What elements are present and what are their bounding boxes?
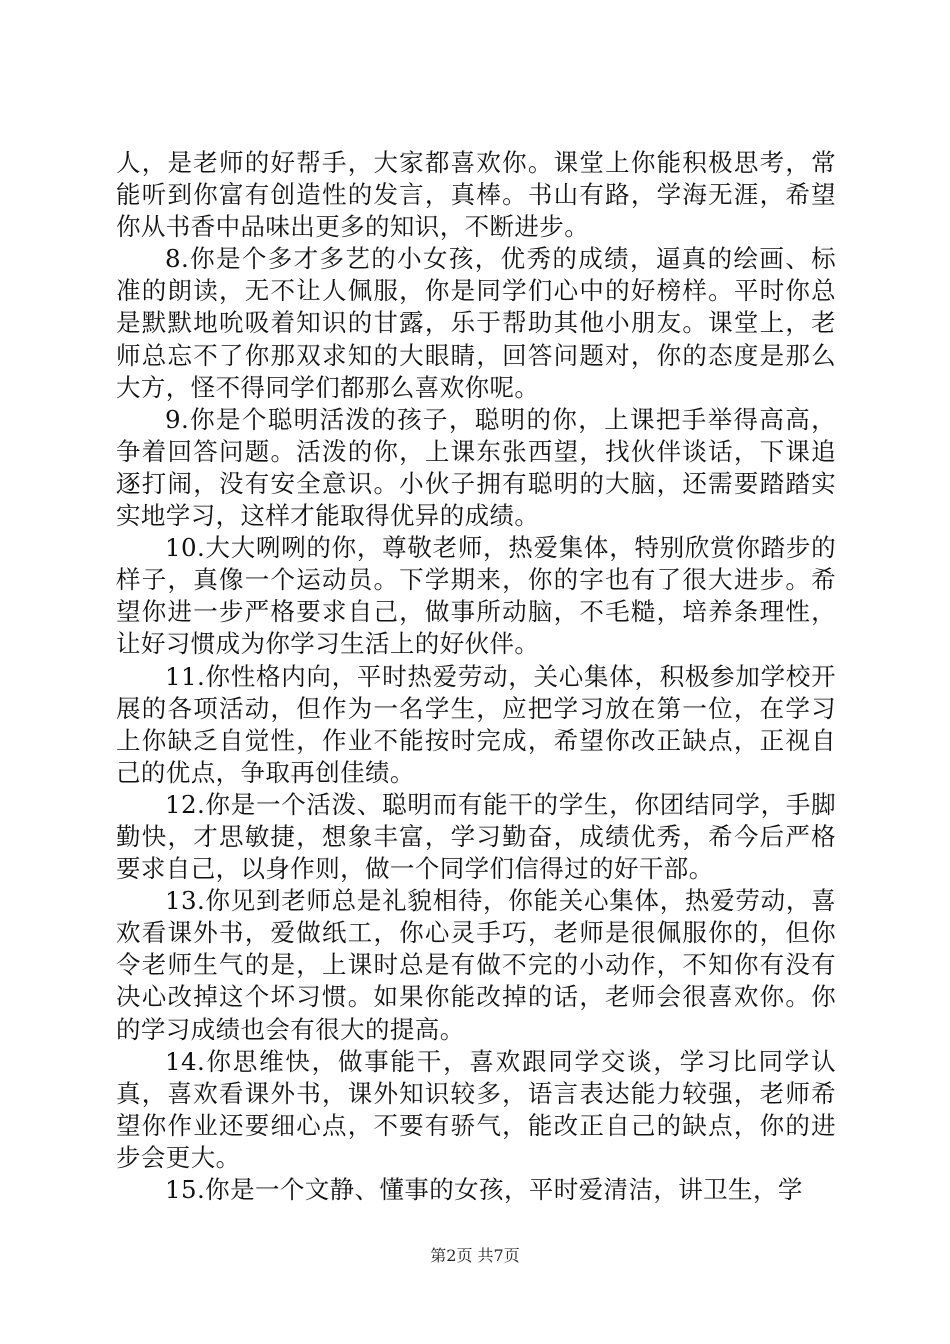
- page-number-footer: 第2页 共7页: [430, 1246, 520, 1265]
- body-text: [116, 147, 836, 1206]
- paragraph-item-9: 9.你是个聪明活泼的孩子，聪明的你，上课把手举得高高，争着回答问题。活泼的你，上课东张西望，找伙伴谈话，下课追逐打闹，没有安全意识。小伙子拥有聪明的大脑，还需要踏踏实实地学习，这样才能取得优异的成绩。: [116, 404, 836, 531]
- paragraph-item-15: 15.你是一个文静、懂事的女孩，平时爱清洁，讲卫生，学: [165, 1175, 803, 1204]
- paragraph-continuation: 人，是老师的好帮手，大家都喜欢你。课堂上你能积极思考，常能听到你富有创造性的发言，真棒。书山有路，学海无涯，希望你从书香中品味出更多的知识，不断进步。: [116, 148, 836, 242]
- paragraph-item-12: 12.你是一个活泼、聪明而有能干的学生，你团结同学，手脚勤快，才思敏捷，想象丰富，学习勤奋，成绩优秀，希今后严格要求自己，以身作则，做一个同学们信得过的好干部。: [116, 789, 836, 884]
- paragraph-item-10: 10.大大咧咧的你，尊敬老师，热爱集体，特别欣赏你踏步的样子，真像一个运动员。下学期来，你的字也有了很大进步。希望你进一步严格要求自己，做事所动脑，不毛糙，培养条理性，让好习惯成为你学习生活上的好伙伴。: [116, 533, 836, 659]
- paragraph-item-13: 13.你见到老师总是礼貌相待，你能关心集体，热爱劳动，喜欢看课外书，爱做纸工，你心灵手巧，老师是很佩服你的，但你令老师生气的是，上课时总是有做不完的小动作，不知你有没有决心改掉这个坏习惯。如果你能改掉的话，老师会很喜欢你。你的学习成绩也会有很大的提高。: [116, 886, 836, 1044]
- paragraph-item-14: 14.你思维快，做事能干，喜欢跟同学交谈，学习比同学认真，喜欢看课外书，课外知识较多，语言表达能力较强，老师希望你作业还要细心点，不要有骄气，能改正自己的缺点，你的进步会更大。: [116, 1046, 836, 1172]
- paragraph-item-8: 8.你是个多才多艺的小女孩，优秀的成绩，逼真的绘画、标准的朗读，无不让人佩服，你是同学们心中的好榜样。平时你总是默默地吮吸着知识的甘露，乐于帮助其他小朋友。课堂上，老师总忘不了你那双求知的大眼睛，回答问题对，你的态度是那么大方，怪不得同学们都那么喜欢你呢。: [116, 244, 836, 402]
- paragraph-item-11: 11.你性格内向，平时热爱劳动，关心集体，积极参加学校开展的各项活动，但作为一名学生，应把学习放在第一位，在学习上你缺乏自觉性，作业不能按时完成，希望你改正缺点，正视自己的优点，争取再创佳绩。: [116, 661, 836, 787]
